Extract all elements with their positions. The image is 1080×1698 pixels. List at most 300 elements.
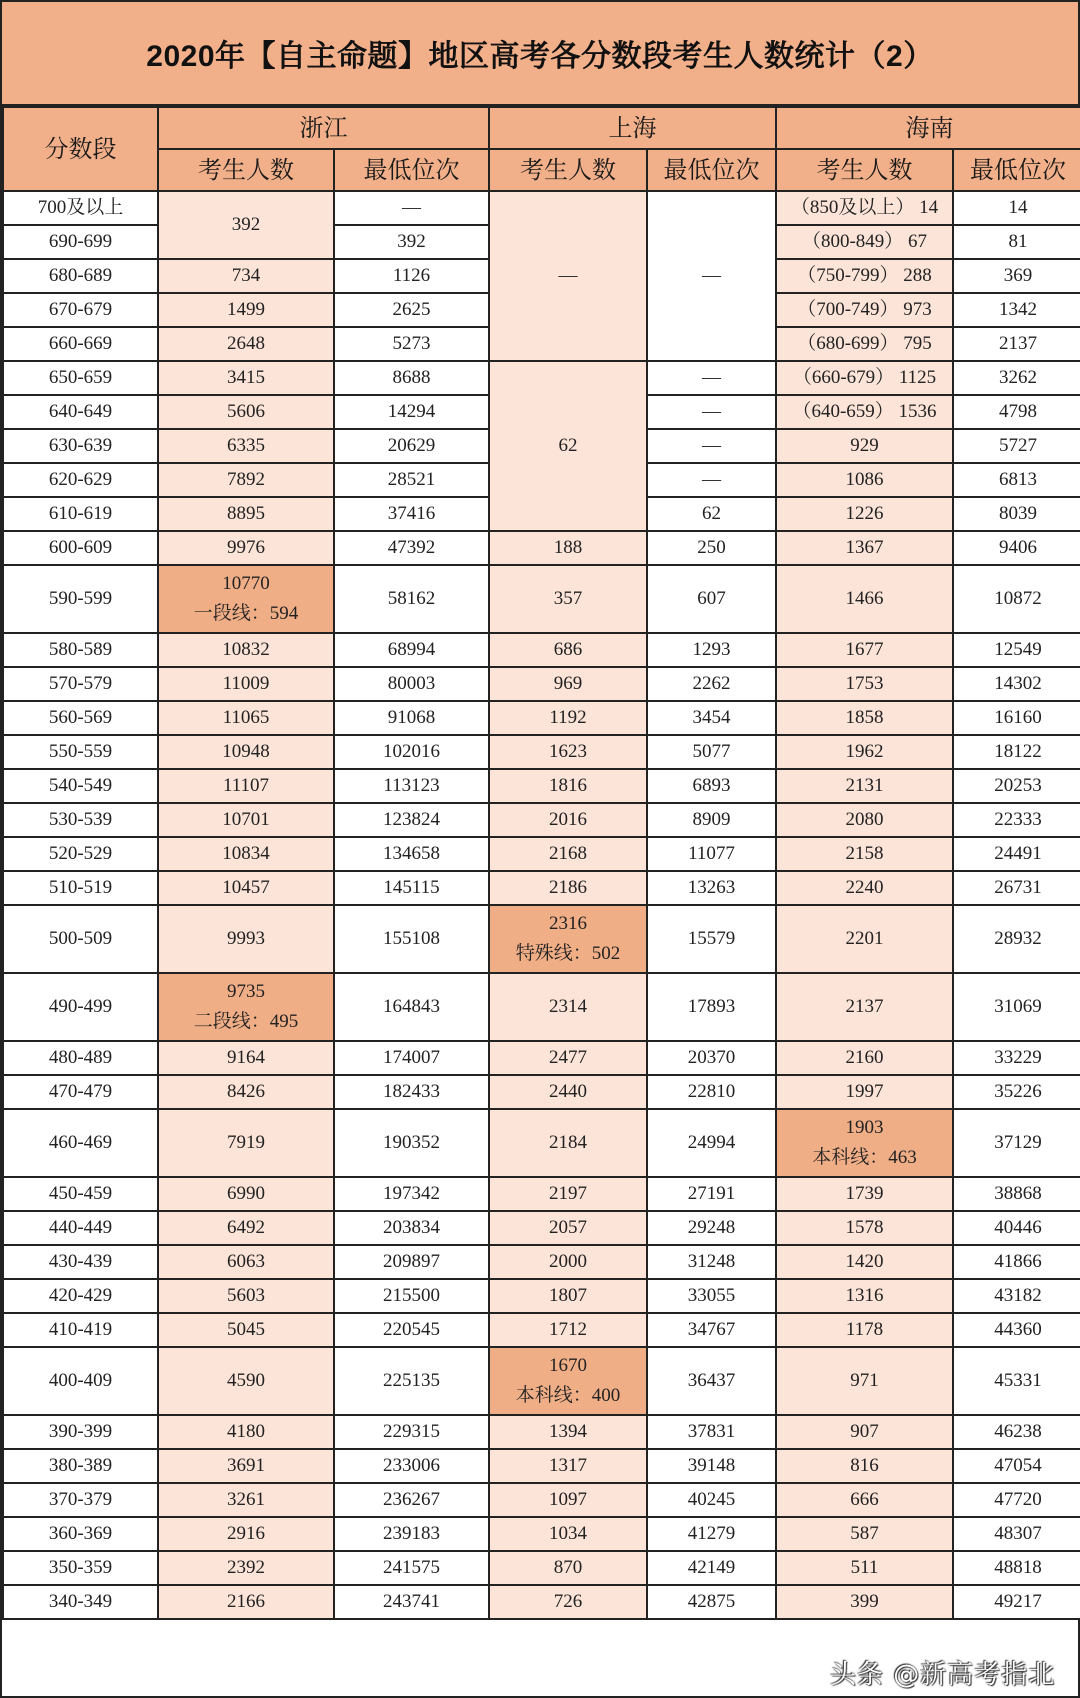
table-row [3,1041,1080,1075]
cell-value: （680-699） 795 [797,332,932,354]
cell-hn-rank [953,191,1080,225]
cell-value: 14302 [994,672,1042,694]
cell-sh-rank [647,1041,776,1075]
cell-value: 450-459 [48,1182,113,1204]
cell-value: 34767 [687,1318,736,1340]
cell-band [3,1177,158,1211]
cell-sh-count [489,871,647,905]
header-sh-rank: 最低位次 [647,149,776,191]
cell-value: 590-599 [48,587,113,609]
cell-value: 540-549 [48,774,113,796]
cell-value: 650-659 [48,366,113,388]
score-table [2,106,1080,1620]
cell-band [3,361,158,395]
cell-sh-rank [647,1313,776,1347]
cell-zj-rank [334,1483,489,1517]
cell-value: 2184 [549,1131,587,1153]
cell-band [3,905,158,973]
cell-hn-rank [953,1279,1080,1313]
cell-band [3,225,158,259]
cell-value: 1997 [845,1080,884,1102]
table-row [3,769,1080,803]
cell-value: 5727 [999,434,1037,456]
cell-zj-count [158,395,334,429]
cell-value: 1807 [549,1284,587,1306]
table-row [3,633,1080,667]
cell-sh-rank [647,1483,776,1517]
cell-value: 42149 [687,1556,736,1578]
cell-band [3,871,158,905]
cell-value: 31248 [687,1250,736,1272]
cell-value: 1816 [549,774,587,796]
cell-zj-rank [334,293,489,327]
header-row-regions [3,107,1080,149]
cell-value: 197342 [383,1182,440,1204]
cell-value: 1316 [845,1284,884,1306]
cell-value: 233006 [383,1454,440,1476]
cell-hn-rank [953,1585,1080,1619]
cell-hn-count [776,1347,953,1415]
cell-value: 686 [553,638,583,660]
table-row [3,565,1080,633]
cell-value: 8039 [999,502,1037,524]
cell-hn-rank [953,803,1080,837]
cell-value: 41279 [687,1522,736,1544]
cell-value: 15579 [687,927,736,949]
cell-value: 2648 [227,332,265,354]
cell-value: 2131 [845,774,884,796]
cell-hn-rank [953,701,1080,735]
cell-zj-count [158,497,334,531]
cell-sh-rank [647,1585,776,1619]
cell-hn-count [776,327,953,361]
cell-value: 929 [850,434,879,456]
header-score-band: 分数段 [3,107,158,191]
header-region-zhejiang: 浙江 [158,107,489,149]
table-row [3,1211,1080,1245]
cell-value: 1466 [845,587,884,609]
cell-value: 2166 [227,1590,265,1612]
cell-value: 1499 [227,298,265,320]
table-row [3,1551,1080,1585]
table-row [3,905,1080,973]
cell-value: 37416 [387,502,436,524]
cell-value: 520-529 [48,842,113,864]
cell-zj-rank [334,803,489,837]
cell-hn-rank [953,1449,1080,1483]
cell-sh-rank [647,1551,776,1585]
cell-hn-count [776,1211,953,1245]
cell-value: 47720 [994,1488,1042,1510]
cell-value: 3454 [692,706,731,728]
cell-band [3,1279,158,1313]
cell-value: 2477 [549,1046,587,1068]
cell-zj-rank [334,361,489,395]
cell-value: 620-629 [48,468,113,490]
cell-hn-count [776,565,953,633]
cell-sh-rank [647,1177,776,1211]
cell-value: 2057 [549,1216,587,1238]
cell-sh-count [489,531,647,565]
cell-sh-count [489,1517,647,1551]
cell-hn-count [776,735,953,769]
cell-sh-count [489,1347,647,1415]
cell-value: 530-539 [48,808,113,830]
cell-value: 7919 [227,1131,265,1153]
cell-value: 10948 [222,740,270,762]
cell-value: 8909 [692,808,731,830]
cell-hn-count [776,1585,953,1619]
cell-hn-count [776,361,953,395]
cell-value: 3691 [227,1454,265,1476]
table-row [3,1245,1080,1279]
cell-value: 11065 [222,706,270,728]
cell-value: 2316 [549,912,587,934]
cell-value: 37129 [994,1131,1042,1153]
cell-hn-count [776,463,953,497]
cell-value: 1712 [549,1318,587,1340]
cell-hn-count [776,225,953,259]
cutoff-note: 特殊线：502 [515,943,621,964]
cell-zj-count [158,735,334,769]
cell-hn-rank [953,667,1080,701]
cutoff-note: 本科线：463 [812,1147,917,1168]
cell-zj-rank [334,1075,489,1109]
cell-value: 16160 [994,706,1042,728]
cell-band [3,565,158,633]
cell-sh-count [489,1585,647,1619]
cell-value: 511 [850,1556,879,1578]
cell-value: 350-359 [48,1556,113,1578]
cell-value: — [558,264,578,286]
cell-value: 38868 [994,1182,1042,1204]
cell-value: （750-799） 288 [797,264,932,286]
table-row [3,1313,1080,1347]
table-row [3,1415,1080,1449]
cell-value: 22333 [994,808,1042,830]
cell-sh-rank [647,837,776,871]
cell-value: 420-429 [48,1284,113,1306]
cell-value: 20253 [994,774,1042,796]
cell-value: 164843 [383,995,440,1017]
cell-band [3,701,158,735]
cell-value: 734 [231,264,261,286]
cell-sh-count [489,837,647,871]
cell-zj-rank [334,1177,489,1211]
cell-hn-count [776,1245,953,1279]
cell-hn-rank [953,1483,1080,1517]
cell-hn-count [776,1313,953,1347]
cutoff-note: 二段线：495 [193,1011,299,1032]
cell-sh-rank [647,429,776,463]
cell-value: 2197 [549,1182,587,1204]
cell-value: 399 [850,1590,879,1612]
cell-zj-count [158,1449,334,1483]
cell-value: 5603 [227,1284,265,1306]
cell-zj-count [158,701,334,735]
cell-band [3,191,158,225]
cell-value: 500-509 [48,927,113,949]
cell-zj-rank [334,1517,489,1551]
cell-value: 44360 [994,1318,1042,1340]
cell-hn-count [776,871,953,905]
cell-band [3,1551,158,1585]
cell-sh-rank [647,803,776,837]
cell-value: 510-519 [48,876,113,898]
cell-value: 1178 [845,1318,884,1340]
cell-value: 36437 [687,1369,736,1391]
cell-zj-rank [334,565,489,633]
cell-hn-rank [953,837,1080,871]
cell-value: 28932 [994,927,1042,949]
cell-value: 8688 [392,366,431,388]
cell-value: 17893 [687,995,736,1017]
cell-value: — [702,400,721,422]
cell-value: 6492 [227,1216,265,1238]
cell-zj-count [158,361,334,395]
table-row [3,735,1080,769]
cell-zj-rank [334,735,489,769]
cell-hn-count [776,1483,953,1517]
cell-hn-rank [953,1177,1080,1211]
cell-value: 1739 [845,1182,884,1204]
cell-value: 5045 [227,1318,265,1340]
cell-value: 236267 [383,1488,440,1510]
cell-value: 40245 [687,1488,736,1510]
cell-sh-count [489,1313,647,1347]
cell-hn-count [776,1109,953,1177]
cell-hn-count [776,667,953,701]
cell-sh-rank [647,1517,776,1551]
cell-value: （850及以上） 14 [790,196,939,218]
cell-zj-count [158,871,334,905]
cell-band [3,667,158,701]
table-row [3,531,1080,565]
cell-zj-count [158,293,334,327]
cell-hn-rank [953,871,1080,905]
cell-value: 410-419 [48,1318,113,1340]
cell-value: 390-399 [48,1420,113,1442]
cell-value: 41866 [994,1250,1042,1272]
cell-hn-rank [953,1245,1080,1279]
cell-value: 907 [850,1420,879,1442]
cell-value: 24491 [994,842,1042,864]
cell-zj-rank [334,1415,489,1449]
cell-sh-rank [647,565,776,633]
header-region-hainan: 海南 [776,107,1080,149]
cell-hn-count [776,1279,953,1313]
cell-value: 4798 [999,400,1037,422]
cell-band [3,1415,158,1449]
cell-band [3,837,158,871]
cell-value: 48307 [994,1522,1042,1544]
cell-value: 400-409 [48,1369,113,1391]
cell-value: 360-369 [48,1522,113,1544]
cell-value: 35226 [994,1080,1042,1102]
cell-band [3,497,158,531]
cell-value: 470-479 [48,1080,113,1102]
cell-value: 700及以上 [37,196,124,218]
cell-value: （800-849） 67 [801,230,928,252]
cell-value: 26731 [994,876,1042,898]
cell-value: 9735 [227,980,265,1002]
cell-value: 5273 [392,332,431,354]
table-row [3,1279,1080,1313]
table-row [3,1585,1080,1619]
cell-sh-count [489,1177,647,1211]
cell-sh-count [489,633,647,667]
cell-value: 250 [697,536,726,558]
cell-sh-count [489,701,647,735]
cell-sh-rank [647,1415,776,1449]
cell-value: 9164 [227,1046,265,1068]
cell-zj-rank [334,463,489,497]
cell-zj-rank [334,327,489,361]
cell-band [3,293,158,327]
cell-value: 2262 [692,672,731,694]
cell-value: 243741 [383,1590,440,1612]
cell-value: 610-619 [48,502,113,524]
cell-value: 1086 [845,468,884,490]
cell-value: 666 [850,1488,879,1510]
cell-value: 1126 [392,264,431,286]
cell-value: 490-499 [48,995,113,1017]
page-title: 2020年【自主命题】地区高考各分数段考生人数统计（2） [2,2,1078,106]
header-zj-count: 考生人数 [158,149,334,191]
cell-hn-rank [953,1347,1080,1415]
cell-sh-rank [647,1075,776,1109]
cell-band [3,1483,158,1517]
cell-hn-count [776,1551,953,1585]
cell-zj-count [158,531,334,565]
cell-sh-count [489,361,647,531]
cell-value: （640-659） 1536 [792,400,937,422]
table-row [3,1075,1080,1109]
table-row [3,1109,1080,1177]
cell-value: 680-689 [48,264,113,286]
cell-value: 40446 [994,1216,1042,1238]
cell-zj-count [158,429,334,463]
cell-value: 340-349 [48,1590,113,1612]
cell-value: 1317 [549,1454,587,1476]
cell-zj-count [158,1483,334,1517]
cell-sh-count [489,1211,647,1245]
cell-value: （700-749） 973 [797,298,932,320]
cell-value: 969 [553,672,583,694]
header-sh-count: 考生人数 [489,149,647,191]
cell-value: 480-489 [48,1046,113,1068]
cell-value: 174007 [383,1046,440,1068]
cell-value: 8426 [227,1080,265,1102]
cell-value: — [702,434,721,456]
cell-zj-rank [334,1211,489,1245]
cell-value: 607 [697,587,726,609]
cell-value: 11077 [688,842,735,864]
cell-hn-count [776,1415,953,1449]
cell-band [3,1517,158,1551]
cell-value: 690-699 [48,230,113,252]
cell-zj-rank [334,973,489,1041]
cell-hn-count [776,1041,953,1075]
cell-zj-rank [334,633,489,667]
cell-value: 62 [558,434,578,456]
cell-sh-count [489,565,647,633]
cell-value: 48818 [994,1556,1042,1578]
cell-value: 62 [702,502,721,524]
cell-value: 14 [1008,196,1028,218]
cell-sh-rank [647,191,776,361]
cell-band [3,1449,158,1483]
cell-value: 91068 [387,706,436,728]
cell-value: 3261 [227,1488,265,1510]
cell-band [3,1585,158,1619]
cell-band [3,1109,158,1177]
cell-sh-rank [647,1245,776,1279]
cell-zj-count [158,1075,334,1109]
cell-value: 357 [553,587,583,609]
table-row [3,1449,1080,1483]
cell-zj-count [158,1041,334,1075]
cell-value: 9406 [999,536,1037,558]
cell-value: 33055 [687,1284,736,1306]
cell-value: 6813 [999,468,1037,490]
cell-value: 3415 [227,366,265,388]
table-row [3,973,1080,1041]
cell-value: 1293 [692,638,731,660]
cell-zj-rank [334,871,489,905]
cell-band [3,1313,158,1347]
cell-value: 5606 [227,400,265,422]
cell-zj-count [158,1517,334,1551]
cell-hn-rank [953,463,1080,497]
cell-value: 220545 [383,1318,440,1340]
cell-value: 2160 [845,1046,884,1068]
cell-value: 81 [1008,230,1028,252]
header-hn-rank: 最低位次 [953,149,1080,191]
cell-value: 6063 [227,1250,265,1272]
cell-value: 2314 [549,995,587,1017]
cell-value: 2916 [227,1522,265,1544]
cell-hn-rank [953,905,1080,973]
cell-band [3,327,158,361]
cell-hn-count [776,191,953,225]
cell-value: 587 [850,1522,879,1544]
table-row [3,1347,1080,1415]
cell-value: 190352 [383,1131,440,1153]
cell-value: 123824 [383,808,440,830]
cell-value: 8895 [227,502,265,524]
header-row-metrics [3,149,1080,191]
table-row [3,871,1080,905]
cell-zj-rank [334,225,489,259]
cell-value: 4590 [227,1369,265,1391]
cell-value: 560-569 [48,706,113,728]
cell-hn-count [776,701,953,735]
cell-hn-rank [953,633,1080,667]
cell-band [3,769,158,803]
cell-value: 6990 [227,1182,265,1204]
cell-value: 37831 [687,1420,736,1442]
cell-value: 47054 [994,1454,1042,1476]
cell-sh-count [489,803,647,837]
cell-zj-count [158,633,334,667]
cell-value: 392 [397,230,426,252]
cell-hn-count [776,395,953,429]
cell-value: 49217 [994,1590,1042,1612]
cell-value: （660-679） 1125 [792,366,937,388]
cell-sh-rank [647,735,776,769]
cell-value: 5077 [692,740,731,762]
